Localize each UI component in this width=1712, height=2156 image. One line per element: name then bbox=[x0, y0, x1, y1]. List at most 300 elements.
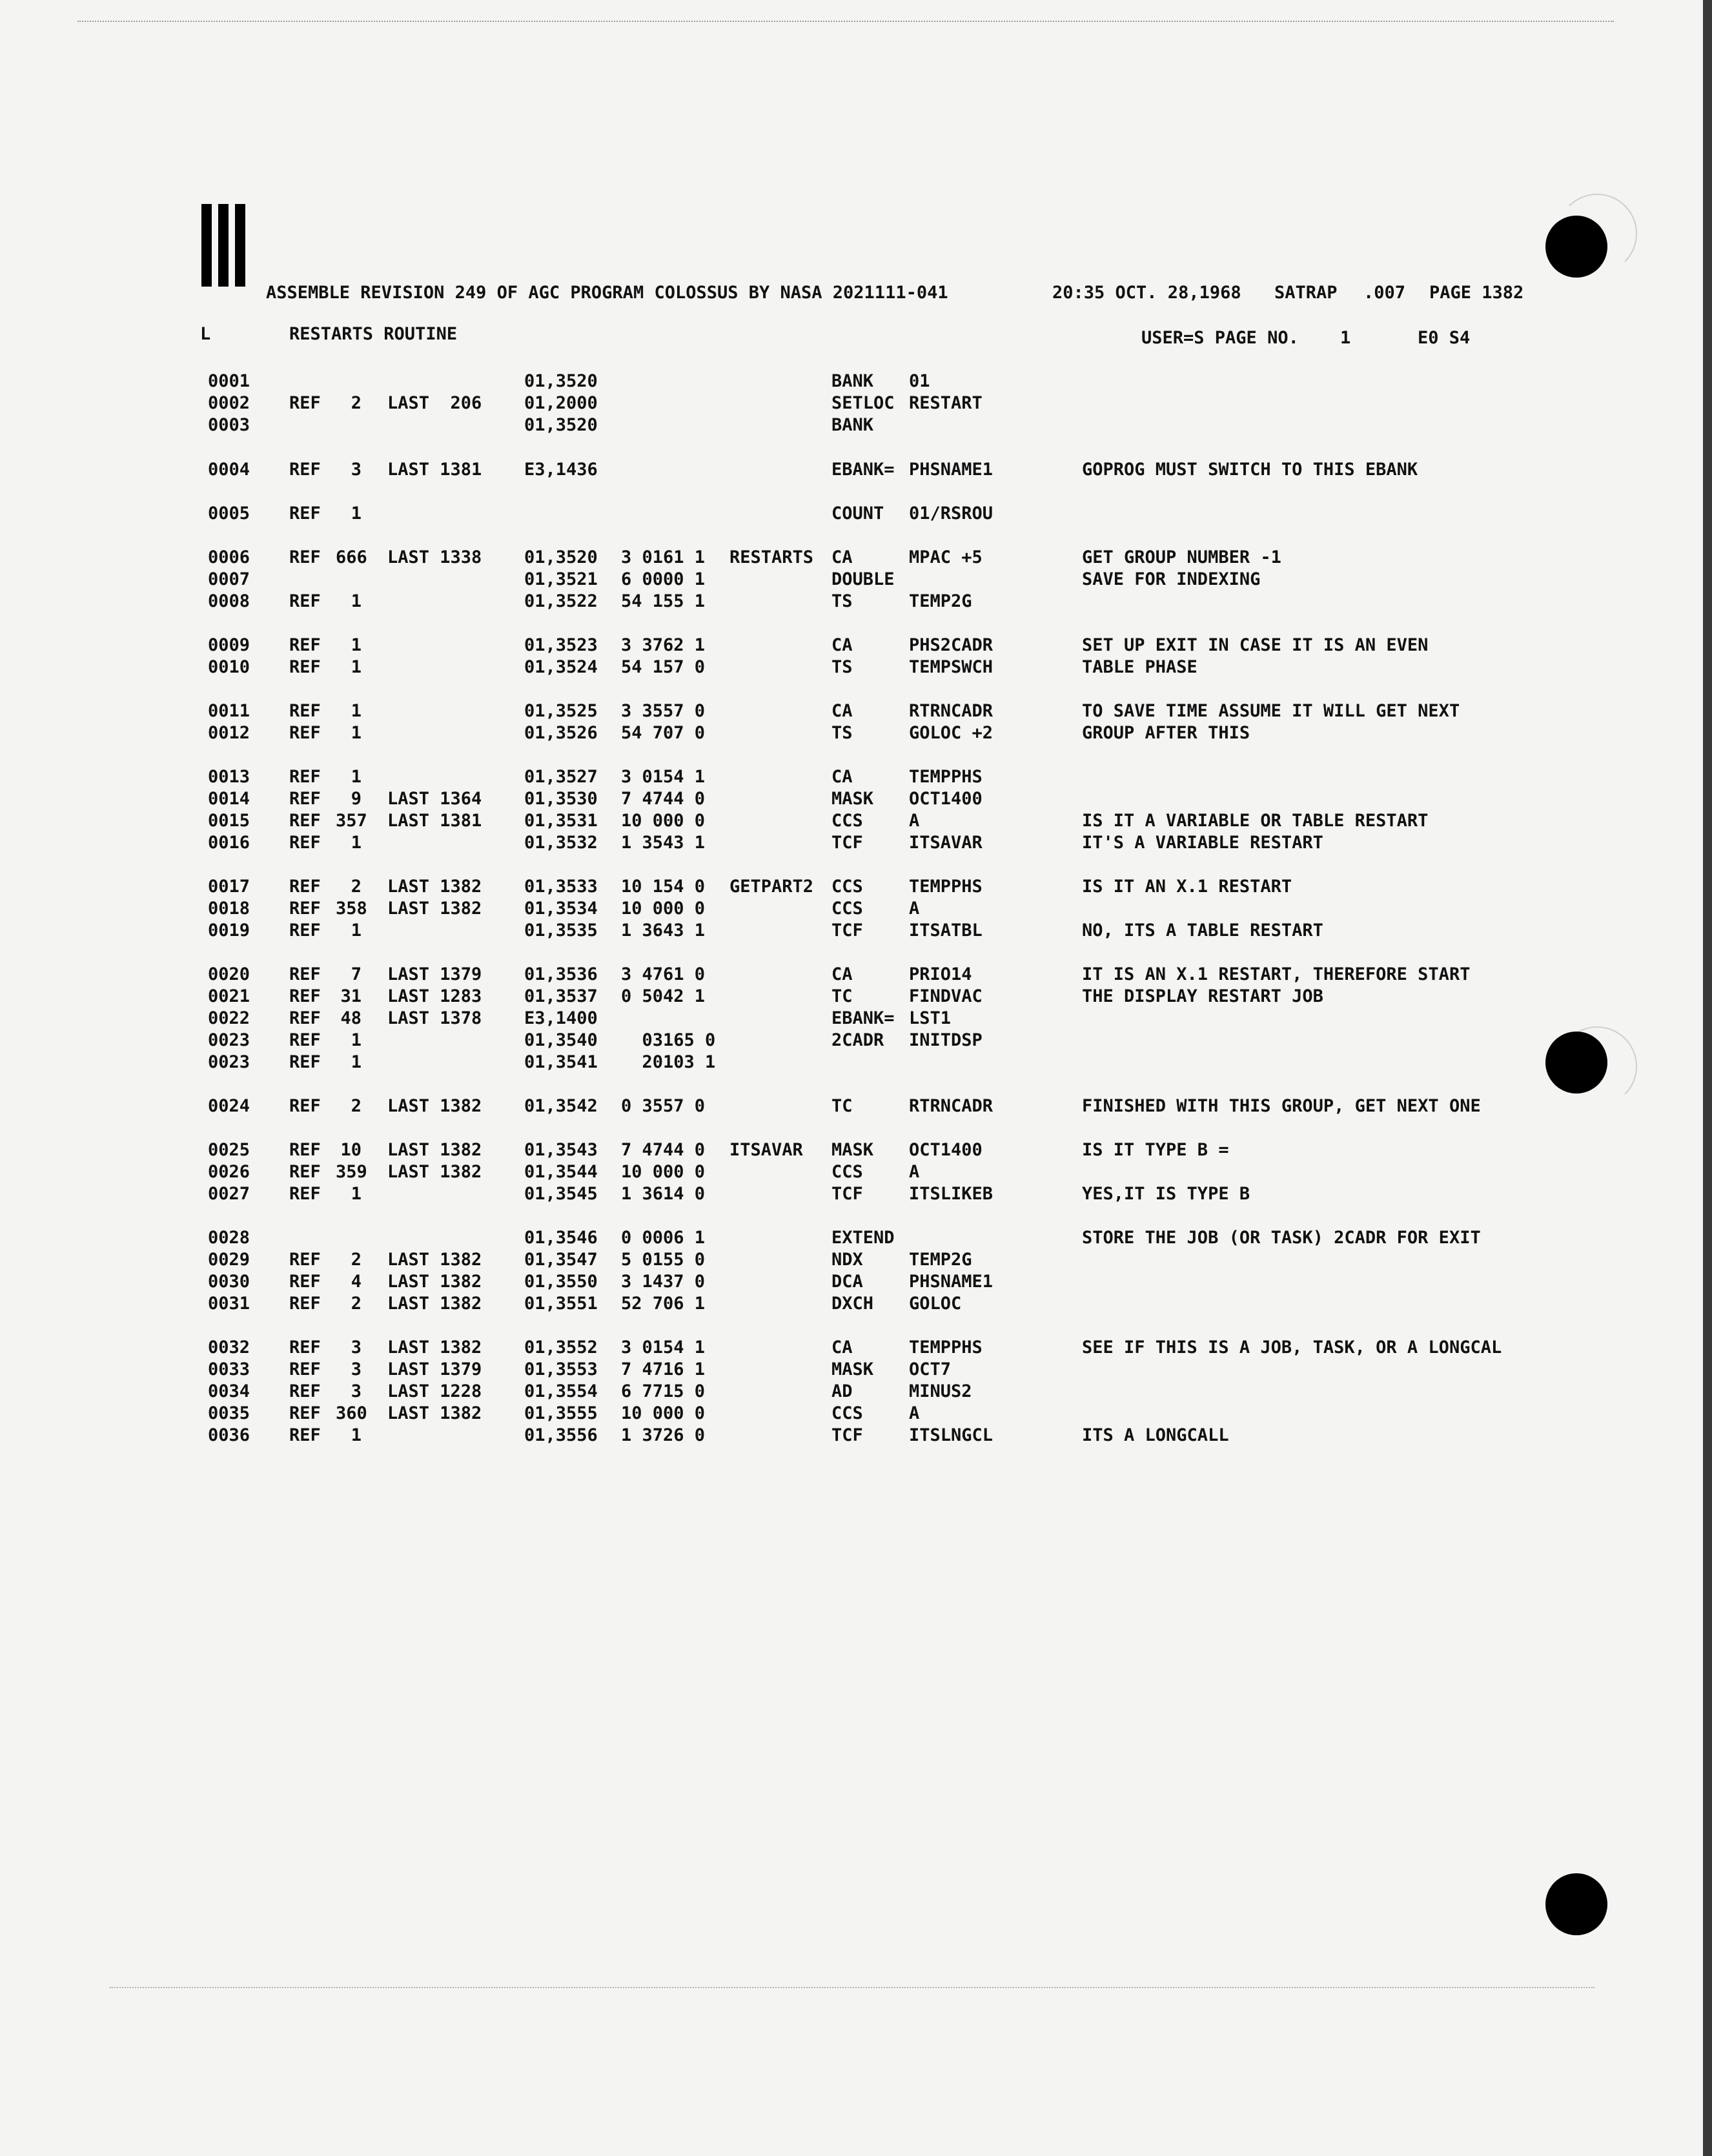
line-ref: REF bbox=[289, 1359, 321, 1379]
line-operand: TEMPPHS bbox=[909, 767, 983, 787]
line-op: SETLOC bbox=[831, 393, 895, 413]
line-seq: 0020 bbox=[208, 964, 250, 984]
line-code: 1 3614 0 bbox=[621, 1184, 706, 1204]
line-last: LAST 1364 bbox=[387, 789, 482, 809]
line-cnt: 3 bbox=[351, 460, 362, 480]
line-last: LAST 1283 bbox=[387, 986, 482, 1006]
line-addr: 01,3543 bbox=[524, 1140, 598, 1160]
line-code: 10 000 0 bbox=[621, 899, 706, 919]
line-ref: REF bbox=[289, 789, 321, 809]
line-addr: 01,3530 bbox=[524, 789, 598, 809]
listing-line bbox=[0, 1008, 1678, 1030]
line-ref: REF bbox=[289, 547, 321, 567]
line-last: LAST 1379 bbox=[387, 1359, 482, 1379]
line-code: 7 4744 0 bbox=[621, 1140, 706, 1160]
line-addr: 01,3556 bbox=[524, 1425, 598, 1445]
line-op: DCA bbox=[831, 1272, 863, 1292]
line-cnt: 1 bbox=[351, 1030, 362, 1050]
line-last: LAST 1381 bbox=[387, 811, 482, 831]
listing-line bbox=[0, 767, 1678, 789]
line-seq: 0019 bbox=[208, 920, 250, 941]
listing-line bbox=[0, 701, 1678, 723]
line-ref: REF bbox=[289, 877, 321, 897]
line-last: LAST 1379 bbox=[387, 964, 482, 984]
line-op: CCS bbox=[831, 811, 863, 831]
line-code: 6 0000 1 bbox=[621, 569, 706, 589]
line-cnt: 1 bbox=[351, 920, 362, 941]
line-addr: 01,3522 bbox=[524, 591, 598, 611]
line-op: TC bbox=[831, 1096, 853, 1116]
line-addr: E3,1400 bbox=[524, 1008, 598, 1028]
line-operand: LST1 bbox=[909, 1008, 952, 1028]
listing-header-time: 20:35 OCT. 28,1968 bbox=[1052, 283, 1241, 303]
line-seq: 0013 bbox=[208, 767, 250, 787]
line-seq: 0027 bbox=[208, 1184, 250, 1204]
line-last: LAST 1228 bbox=[387, 1381, 482, 1401]
line-operand: 01 bbox=[909, 371, 930, 391]
line-code: 1 3543 1 bbox=[621, 833, 706, 853]
line-addr: 01,3534 bbox=[524, 899, 598, 919]
line-addr: 01,3525 bbox=[524, 701, 598, 721]
line-comment: GOPROG MUST SWITCH TO THIS EBANK bbox=[1082, 460, 1418, 480]
listing-line bbox=[0, 1096, 1678, 1118]
line-addr: 01,3520 bbox=[524, 371, 598, 391]
line-seq: 0021 bbox=[208, 986, 250, 1006]
line-operand: INITDSP bbox=[909, 1030, 983, 1050]
line-last: LAST 1381 bbox=[387, 460, 482, 480]
line-code: 6 7715 0 bbox=[621, 1381, 706, 1401]
line-ref: REF bbox=[289, 920, 321, 941]
line-code: 3 3557 0 bbox=[621, 701, 706, 721]
line-last: LAST 1382 bbox=[387, 877, 482, 897]
line-seq: 0033 bbox=[208, 1359, 250, 1379]
line-operand: RESTART bbox=[909, 393, 983, 413]
line-cnt: 7 bbox=[351, 964, 362, 984]
line-code: 3 1437 0 bbox=[621, 1272, 706, 1292]
line-code: 3 3762 1 bbox=[621, 635, 706, 655]
listing-line bbox=[0, 1272, 1678, 1294]
line-code: 54 155 1 bbox=[621, 591, 706, 611]
listing-line bbox=[0, 415, 1678, 437]
line-op: TS bbox=[831, 723, 853, 743]
listing-line bbox=[0, 920, 1678, 942]
line-operand: A bbox=[909, 811, 920, 831]
line-ref: REF bbox=[289, 1140, 321, 1160]
subheader-routine-name: RESTARTS ROUTINE bbox=[289, 324, 458, 344]
listing-line bbox=[0, 635, 1678, 657]
line-code: 20103 1 bbox=[621, 1052, 716, 1072]
line-label: GETPART2 bbox=[729, 877, 814, 897]
line-seq: 0003 bbox=[208, 415, 250, 435]
line-op: COUNT bbox=[831, 503, 884, 524]
line-ref: REF bbox=[289, 1096, 321, 1116]
listing-line bbox=[0, 789, 1678, 811]
line-seq: 0025 bbox=[208, 1140, 250, 1160]
listing-line bbox=[0, 1294, 1678, 1316]
line-cnt: 1 bbox=[351, 635, 362, 655]
line-seq: 0023 bbox=[208, 1030, 250, 1050]
line-code: 7 4716 1 bbox=[621, 1359, 706, 1379]
line-op: TCF bbox=[831, 833, 863, 853]
line-comment: GET GROUP NUMBER -1 bbox=[1082, 547, 1281, 567]
line-ref: REF bbox=[289, 393, 321, 413]
listing-line bbox=[0, 503, 1678, 525]
line-operand: OCT7 bbox=[909, 1359, 952, 1379]
line-code: 3 4761 0 bbox=[621, 964, 706, 984]
line-seq: 0026 bbox=[208, 1162, 250, 1182]
line-op: BANK bbox=[831, 371, 874, 391]
line-ref: REF bbox=[289, 1294, 321, 1314]
line-op: MASK bbox=[831, 1140, 874, 1160]
line-ref: REF bbox=[289, 899, 321, 919]
listing-line bbox=[0, 811, 1678, 833]
line-seq: 0007 bbox=[208, 569, 250, 589]
line-last: LAST 1382 bbox=[387, 1162, 482, 1182]
line-operand: ITSATBL bbox=[909, 920, 983, 941]
line-op: CA bbox=[831, 635, 853, 655]
listing-line bbox=[0, 1425, 1678, 1447]
line-operand: MINUS2 bbox=[909, 1381, 972, 1401]
line-cnt: 358 bbox=[336, 899, 367, 919]
listing-line bbox=[0, 1162, 1678, 1184]
listing-line bbox=[0, 1030, 1678, 1052]
line-ref: REF bbox=[289, 1008, 321, 1028]
line-op: DOUBLE bbox=[831, 569, 895, 589]
line-code: 10 154 0 bbox=[621, 877, 706, 897]
line-ref: REF bbox=[289, 723, 321, 743]
line-operand: OCT1400 bbox=[909, 1140, 983, 1160]
line-op: CA bbox=[831, 964, 853, 984]
listing-line bbox=[0, 1052, 1678, 1074]
line-addr: 01,3553 bbox=[524, 1359, 598, 1379]
line-code: 1 3726 0 bbox=[621, 1425, 706, 1445]
line-comment: SEE IF THIS IS A JOB, TASK, OR A LONGCAL bbox=[1082, 1337, 1502, 1358]
listing-line bbox=[0, 877, 1678, 899]
line-ref: REF bbox=[289, 1184, 321, 1204]
punch-hole-top bbox=[1545, 216, 1607, 278]
line-last: LAST 1382 bbox=[387, 1403, 482, 1423]
line-cnt: 1 bbox=[351, 1052, 362, 1072]
line-seq: 0030 bbox=[208, 1272, 250, 1292]
line-seq: 0010 bbox=[208, 657, 250, 677]
listing-line bbox=[0, 1337, 1678, 1359]
line-comment: ITS A LONGCALL bbox=[1082, 1425, 1229, 1445]
line-code: 5 0155 0 bbox=[621, 1250, 706, 1270]
listing-line bbox=[0, 1250, 1678, 1272]
line-operand: A bbox=[909, 899, 920, 919]
line-op: CA bbox=[831, 701, 853, 721]
listing-line bbox=[0, 547, 1678, 569]
line-cnt: 666 bbox=[336, 547, 367, 567]
line-last: LAST 1382 bbox=[387, 1250, 482, 1270]
line-op: CA bbox=[831, 547, 853, 567]
line-seq: 0001 bbox=[208, 371, 250, 391]
line-op: CA bbox=[831, 1337, 853, 1358]
line-seq: 0002 bbox=[208, 393, 250, 413]
line-comment: YES,IT IS TYPE B bbox=[1082, 1184, 1250, 1204]
line-comment: IS IT A VARIABLE OR TABLE RESTART bbox=[1082, 811, 1429, 831]
line-ref: REF bbox=[289, 1272, 321, 1292]
line-operand: A bbox=[909, 1403, 920, 1423]
line-ref: REF bbox=[289, 1030, 321, 1050]
line-operand: GOLOC +2 bbox=[909, 723, 994, 743]
line-code: 0 5042 1 bbox=[621, 986, 706, 1006]
line-seq: 0008 bbox=[208, 591, 250, 611]
line-op: TS bbox=[831, 657, 853, 677]
line-addr: 01,3536 bbox=[524, 964, 598, 984]
line-operand: PHS2CADR bbox=[909, 635, 994, 655]
line-ref: REF bbox=[289, 1381, 321, 1401]
line-ref: REF bbox=[289, 767, 321, 787]
line-op: DXCH bbox=[831, 1294, 874, 1314]
line-last: LAST 1382 bbox=[387, 1096, 482, 1116]
line-addr: 01,3531 bbox=[524, 811, 598, 831]
line-addr: 01,3537 bbox=[524, 986, 598, 1006]
line-cnt: 357 bbox=[336, 811, 367, 831]
line-op: AD bbox=[831, 1381, 853, 1401]
listing-line bbox=[0, 1403, 1678, 1425]
line-cnt: 1 bbox=[351, 723, 362, 743]
line-comment: SAVE FOR INDEXING bbox=[1082, 569, 1261, 589]
line-seq: 0014 bbox=[208, 789, 250, 809]
line-operand: A bbox=[909, 1162, 920, 1182]
line-op: MASK bbox=[831, 789, 874, 809]
line-addr: 01,2000 bbox=[524, 393, 598, 413]
page-right-edge bbox=[1703, 0, 1712, 2156]
line-seq: 0017 bbox=[208, 877, 250, 897]
line-seq: 0006 bbox=[208, 547, 250, 567]
listing-line bbox=[0, 460, 1678, 482]
line-op: NDX bbox=[831, 1250, 863, 1270]
line-op: EBANK= bbox=[831, 1008, 895, 1028]
line-operand: RTRNCADR bbox=[909, 1096, 994, 1116]
punch-hole-bottom bbox=[1545, 1873, 1607, 1935]
line-cnt: 1 bbox=[351, 503, 362, 524]
line-comment: FINISHED WITH THIS GROUP, GET NEXT ONE bbox=[1082, 1096, 1481, 1116]
line-cnt: 48 bbox=[340, 1008, 362, 1028]
line-operand: TEMP2G bbox=[909, 1250, 972, 1270]
line-ref: REF bbox=[289, 986, 321, 1006]
line-addr: E3,1436 bbox=[524, 460, 598, 480]
line-last: LAST 1382 bbox=[387, 1337, 482, 1358]
listing-line bbox=[0, 393, 1678, 415]
line-addr: 01,3541 bbox=[524, 1052, 598, 1072]
line-addr: 01,3520 bbox=[524, 415, 598, 435]
line-code: 7 4744 0 bbox=[621, 789, 706, 809]
line-cnt: 360 bbox=[336, 1403, 367, 1423]
line-op: CCS bbox=[831, 899, 863, 919]
line-addr: 01,3551 bbox=[524, 1294, 598, 1314]
line-cnt: 2 bbox=[351, 877, 362, 897]
line-addr: 01,3550 bbox=[524, 1272, 598, 1292]
line-cnt: 1 bbox=[351, 701, 362, 721]
line-addr: 01,3520 bbox=[524, 547, 598, 567]
line-ref: REF bbox=[289, 1250, 321, 1270]
listing-line bbox=[0, 833, 1678, 855]
grp-bar-mark bbox=[201, 204, 252, 289]
line-addr: 01,3532 bbox=[524, 833, 598, 853]
line-op: CCS bbox=[831, 877, 863, 897]
line-op: CCS bbox=[831, 1403, 863, 1423]
listing-header-title: ASSEMBLE REVISION 249 OF AGC PROGRAM COLOSSUS BY NASA 2021111-041 bbox=[266, 283, 948, 303]
line-comment: STORE THE JOB (OR TASK) 2CADR FOR EXIT bbox=[1082, 1228, 1481, 1248]
line-operand: 01/RSROU bbox=[909, 503, 994, 524]
line-ref: REF bbox=[289, 1162, 321, 1182]
listing-line bbox=[0, 371, 1678, 393]
line-cnt: 1 bbox=[351, 1184, 362, 1204]
line-last: LAST 1382 bbox=[387, 1294, 482, 1314]
line-op: CA bbox=[831, 767, 853, 787]
line-last: LAST 1382 bbox=[387, 899, 482, 919]
listing-line bbox=[0, 1359, 1678, 1381]
line-ref: REF bbox=[289, 460, 321, 480]
line-comment: GROUP AFTER THIS bbox=[1082, 723, 1250, 743]
listing-line bbox=[0, 1228, 1678, 1250]
top-edge-speckle bbox=[77, 21, 1614, 26]
line-operand: ITSLIKEB bbox=[909, 1184, 994, 1204]
line-code: 3 0154 1 bbox=[621, 767, 706, 787]
line-last: LAST 1338 bbox=[387, 547, 482, 567]
line-operand: GOLOC bbox=[909, 1294, 962, 1314]
line-cnt: 1 bbox=[351, 1425, 362, 1445]
line-op: 2CADR bbox=[831, 1030, 884, 1050]
line-operand: TEMPPHS bbox=[909, 1337, 983, 1358]
line-comment: SET UP EXIT IN CASE IT IS AN EVEN bbox=[1082, 635, 1429, 655]
line-seq: 0022 bbox=[208, 1008, 250, 1028]
line-addr: 01,3547 bbox=[524, 1250, 598, 1270]
line-comment: THE DISPLAY RESTART JOB bbox=[1082, 986, 1323, 1006]
line-cnt: 31 bbox=[340, 986, 362, 1006]
listing-header-page: PAGE 1382 bbox=[1429, 283, 1524, 303]
line-seq: 0028 bbox=[208, 1228, 250, 1248]
listing-line bbox=[0, 1381, 1678, 1403]
line-addr: 01,3524 bbox=[524, 657, 598, 677]
line-cnt: 9 bbox=[351, 789, 362, 809]
line-operand: OCT1400 bbox=[909, 789, 983, 809]
line-seq: 0023 bbox=[208, 1052, 250, 1072]
line-code: 03165 0 bbox=[621, 1030, 716, 1050]
line-cnt: 3 bbox=[351, 1337, 362, 1358]
line-op: CCS bbox=[831, 1162, 863, 1182]
line-op: TCF bbox=[831, 920, 863, 941]
line-seq: 0011 bbox=[208, 701, 250, 721]
line-seq: 0018 bbox=[208, 899, 250, 919]
line-cnt: 1 bbox=[351, 833, 362, 853]
line-op: TCF bbox=[831, 1184, 863, 1204]
line-seq: 0004 bbox=[208, 460, 250, 480]
subheader-user-page-label: USER=S PAGE NO. bbox=[1141, 328, 1299, 348]
line-cnt: 1 bbox=[351, 767, 362, 787]
line-last: LAST 1382 bbox=[387, 1140, 482, 1160]
line-addr: 01,3542 bbox=[524, 1096, 598, 1116]
listing-line bbox=[0, 1184, 1678, 1206]
line-last: LAST 1382 bbox=[387, 1272, 482, 1292]
line-comment: IT'S A VARIABLE RESTART bbox=[1082, 833, 1323, 853]
line-code: 3 0161 1 bbox=[621, 547, 706, 567]
line-cnt: 1 bbox=[351, 591, 362, 611]
subheader-eo: E0 S4 bbox=[1418, 328, 1471, 348]
line-cnt: 3 bbox=[351, 1359, 362, 1379]
line-seq: 0034 bbox=[208, 1381, 250, 1401]
line-comment: IT IS AN X.1 RESTART, THEREFORE START bbox=[1082, 964, 1471, 984]
line-code: 1 3643 1 bbox=[621, 920, 706, 941]
line-cnt: 2 bbox=[351, 1096, 362, 1116]
line-operand: PHSNAME1 bbox=[909, 460, 994, 480]
bottom-edge-speckle bbox=[110, 1987, 1595, 1991]
line-code: 10 000 0 bbox=[621, 1162, 706, 1182]
line-comment: IS IT AN X.1 RESTART bbox=[1082, 877, 1292, 897]
line-addr: 01,3544 bbox=[524, 1162, 598, 1182]
line-ref: REF bbox=[289, 657, 321, 677]
line-ref: REF bbox=[289, 1425, 321, 1445]
line-op: EBANK= bbox=[831, 460, 895, 480]
line-addr: 01,3545 bbox=[524, 1184, 598, 1204]
line-operand: TEMP2G bbox=[909, 591, 972, 611]
line-seq: 0012 bbox=[208, 723, 250, 743]
subheader-user-page-number: 1 bbox=[1340, 328, 1351, 348]
listing-header-dot: .007 bbox=[1363, 283, 1406, 303]
line-seq: 0032 bbox=[208, 1337, 250, 1358]
line-addr: 01,3523 bbox=[524, 635, 598, 655]
line-operand: PHSNAME1 bbox=[909, 1272, 994, 1292]
line-ref: REF bbox=[289, 1337, 321, 1358]
line-cnt: 2 bbox=[351, 1294, 362, 1314]
line-operand: ITSAVAR bbox=[909, 833, 983, 853]
line-seq: 0009 bbox=[208, 635, 250, 655]
listing-line bbox=[0, 899, 1678, 920]
line-last: LAST 1378 bbox=[387, 1008, 482, 1028]
line-addr: 01,3555 bbox=[524, 1403, 598, 1423]
line-operand: FINDVAC bbox=[909, 986, 983, 1006]
line-cnt: 10 bbox=[340, 1140, 362, 1160]
listing-header-mode: SATRAP bbox=[1274, 283, 1338, 303]
line-seq: 0015 bbox=[208, 811, 250, 831]
line-code: 0 0006 1 bbox=[621, 1228, 706, 1248]
line-operand: MPAC +5 bbox=[909, 547, 983, 567]
line-code: 0 3557 0 bbox=[621, 1096, 706, 1116]
line-operand: ITSLNGCL bbox=[909, 1425, 994, 1445]
line-seq: 0031 bbox=[208, 1294, 250, 1314]
line-addr: 01,3554 bbox=[524, 1381, 598, 1401]
line-op: EXTEND bbox=[831, 1228, 895, 1248]
line-last: LAST 206 bbox=[387, 393, 482, 413]
line-ref: REF bbox=[289, 964, 321, 984]
line-operand: RTRNCADR bbox=[909, 701, 994, 721]
line-ref: REF bbox=[289, 1052, 321, 1072]
line-code: 52 706 1 bbox=[621, 1294, 706, 1314]
line-seq: 0035 bbox=[208, 1403, 250, 1423]
line-addr: 01,3521 bbox=[524, 569, 598, 589]
line-ref: REF bbox=[289, 811, 321, 831]
line-seq: 0024 bbox=[208, 1096, 250, 1116]
line-addr: 01,3535 bbox=[524, 920, 598, 941]
line-operand: TEMPSWCH bbox=[909, 657, 994, 677]
line-cnt: 3 bbox=[351, 1381, 362, 1401]
line-op: TCF bbox=[831, 1425, 863, 1445]
line-ref: REF bbox=[289, 591, 321, 611]
line-ref: REF bbox=[289, 833, 321, 853]
line-seq: 0029 bbox=[208, 1250, 250, 1270]
line-cnt: 2 bbox=[351, 1250, 362, 1270]
listing-line bbox=[0, 723, 1678, 745]
line-ref: REF bbox=[289, 635, 321, 655]
line-ref: REF bbox=[289, 1403, 321, 1423]
line-code: 54 157 0 bbox=[621, 657, 706, 677]
line-code: 54 707 0 bbox=[621, 723, 706, 743]
line-label: ITSAVAR bbox=[729, 1140, 803, 1160]
line-ref: REF bbox=[289, 503, 321, 524]
line-operand: PRIO14 bbox=[909, 964, 972, 984]
